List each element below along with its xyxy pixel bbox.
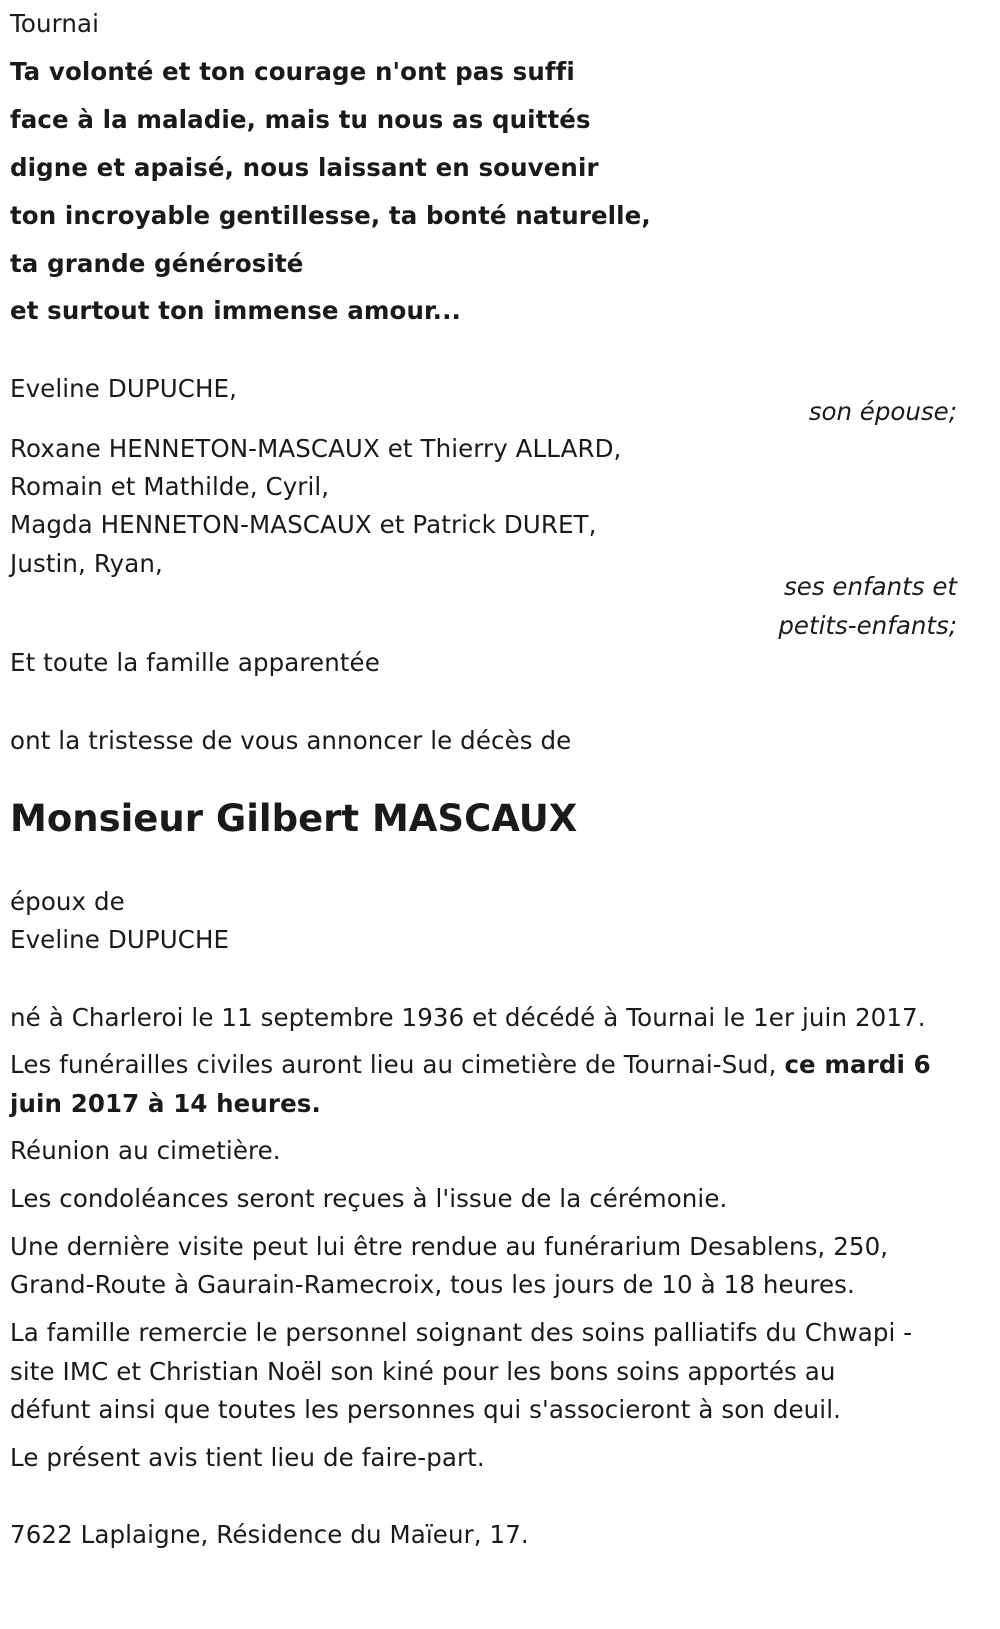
poem-line: ta grande générosité xyxy=(10,249,304,278)
funeral-date-bold: ce mardi 6 xyxy=(784,1050,931,1079)
thanks-line: site IMC et Christian Noël son kiné pour les bons soins apportés au xyxy=(10,1357,836,1386)
poem-line: et surtout ton immense amour... xyxy=(10,296,461,325)
child-line: Justin, Ryan, xyxy=(10,549,163,578)
child-line: Magda HENNETON-MASCAUX et Patrick DURET, xyxy=(10,510,597,539)
funeral-line xyxy=(10,1045,931,1085)
birth-death-text: né à Charleroi le 11 septembre 1936 et décédé à Tournai le 1er juin 2017. xyxy=(10,1003,926,1032)
child-line: Roxane HENNETON-MASCAUX et Thierry ALLARD, xyxy=(10,434,622,463)
condolences-text: Les condoléances seront reçues à l'issue de la cérémonie. xyxy=(10,1184,728,1213)
poem-line: ton incroyable gentillesse, ta bonté naturelle, xyxy=(10,201,651,230)
poem-line: digne et apaisé, nous laissant en souvenir xyxy=(10,153,599,182)
visit-line: Grand-Route à Gaurain-Ramecroix, tous les jours de 10 à 18 heures. xyxy=(10,1270,855,1299)
visit-line: Une dernière visite peut lui être rendue au funérarium Desablens, 250, xyxy=(10,1232,889,1261)
spouse-role: son épouse; xyxy=(808,397,957,426)
spouse-of-name: Eveline DUPUCHE xyxy=(10,925,230,954)
poem-line: Ta volonté et ton courage n'ont pas suffi xyxy=(10,57,575,86)
spouse-name: Eveline DUPUCHE, xyxy=(10,374,237,403)
children-role: ses enfants et xyxy=(784,572,957,601)
notice-text: Le présent avis tient lieu de faire-part. xyxy=(10,1443,485,1472)
thanks-line: La famille remercie le personnel soignant des soins palliatifs du Chwapi - xyxy=(10,1318,913,1347)
grandchildren-role: petits-enfants; xyxy=(778,611,957,640)
extended-family: Et toute la famille apparentée xyxy=(10,648,380,677)
funeral-date-time: juin 2017 à 14 heures. xyxy=(10,1089,321,1118)
thanks-line: défunt ainsi que toutes les personnes qui s'associeront à son deuil. xyxy=(10,1395,841,1424)
announcement-text: ont la tristesse de vous annoncer le décès de xyxy=(10,726,572,755)
spouse-of-label: époux de xyxy=(10,887,125,916)
deceased-name: Monsieur Gilbert MASCAUX xyxy=(10,797,578,840)
meeting-text: Réunion au cimetière. xyxy=(10,1136,281,1165)
poem-line: face à la maladie, mais tu nous as quittés xyxy=(10,105,591,134)
child-line: Romain et Mathilde, Cyril, xyxy=(10,472,330,501)
address-text: 7622 Laplaigne, Résidence du Maïeur, 17. xyxy=(10,1520,529,1549)
funeral-text: Les funérailles civiles auront lieu au cimetière de Tournai-Sud, xyxy=(10,1050,785,1079)
location-heading: Tournai xyxy=(10,9,100,38)
